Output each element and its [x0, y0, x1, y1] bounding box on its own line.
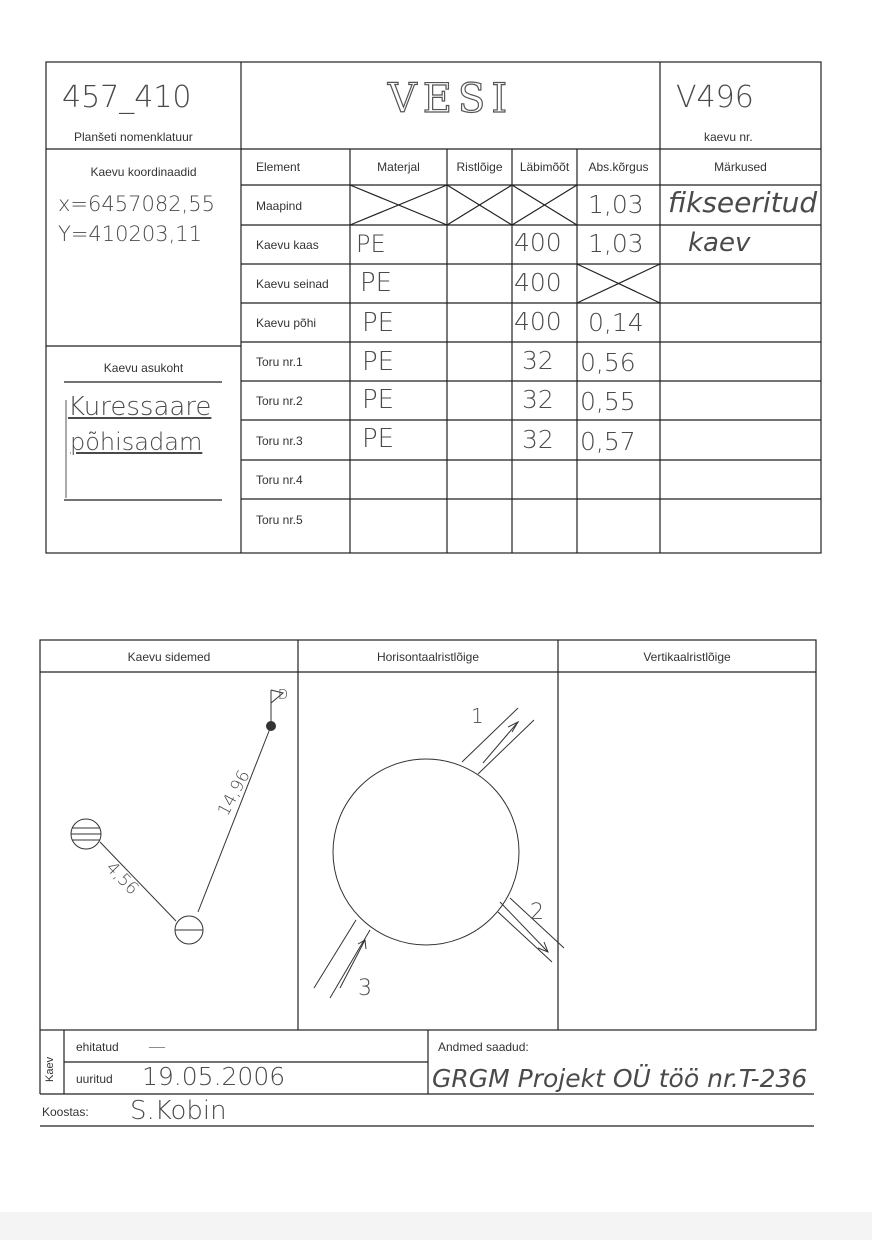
coordinate-x: x=6457082,55: [58, 192, 215, 216]
row-diameter: 32: [522, 385, 554, 414]
row-material: PE: [356, 230, 386, 258]
location-line-2: põhisadam: [70, 428, 203, 456]
row-material: PE: [362, 424, 395, 454]
sheet-number: 457_410: [62, 80, 192, 115]
surveyed-date: 19.05.2006: [142, 1062, 286, 1091]
well-number: V496: [676, 80, 754, 115]
location-label: Kaevu asukoht: [103, 361, 184, 375]
row-diameter: 32: [522, 346, 554, 375]
row-diameter: 400: [514, 228, 562, 257]
row-diameter: 32: [522, 425, 554, 454]
row-diameter: 400: [514, 268, 562, 297]
horizontal-section-diagram: [314, 708, 564, 998]
well-label: kaevu nr.: [704, 130, 753, 144]
row-element: Kaevu kaas: [256, 238, 319, 252]
row-note: fikseeritud: [668, 186, 818, 219]
compiled-label: Koostas:: [42, 1105, 89, 1119]
row-material: PE: [362, 308, 395, 338]
coordinates-label: Kaevu koordinaadid: [90, 165, 197, 179]
location-line-1: Kuressaare: [68, 392, 212, 422]
distance-label: 14,96: [214, 767, 255, 820]
row-element: Toru nr.5: [256, 513, 303, 527]
row-height: 0,56: [580, 348, 636, 377]
col-header-notes: Märkused: [714, 160, 767, 174]
coordinate-y: Y=410203,11: [58, 222, 202, 246]
col-header-element: Element: [256, 160, 301, 174]
pipe-label: 1: [471, 704, 484, 728]
row-material: PE: [362, 385, 395, 415]
row-height: 1,03: [588, 190, 644, 219]
row-element: Toru nr.4: [256, 473, 303, 487]
built-label: ehitatud: [76, 1040, 119, 1054]
ties-label: Kaevu sidemed: [127, 650, 211, 664]
row-element: Kaevu põhi: [256, 316, 317, 330]
distance-label: 4,56: [101, 858, 143, 900]
point-marker-icon: [266, 721, 276, 731]
col-header-material: Materjal: [377, 160, 420, 174]
row-element: Toru nr.3: [256, 434, 303, 448]
point-marker-label: D: [278, 688, 289, 703]
compiled-value: S.Kobin: [130, 1096, 227, 1126]
pipe-label: 3: [358, 976, 372, 1001]
page-title: VESI: [387, 76, 514, 122]
surveyed-label: uuritud: [76, 1072, 113, 1086]
col-header-diameter: Läbimõõt: [519, 160, 570, 174]
data-source-label: Andmed saadud:: [438, 1040, 529, 1054]
row-element: Toru nr.1: [256, 355, 303, 369]
row-height: 0,57: [580, 427, 636, 456]
row-material: PE: [362, 347, 395, 377]
row-note: kaev: [688, 228, 751, 258]
built-value: —: [148, 1036, 166, 1057]
side-label: Kaev: [44, 1056, 56, 1082]
ties-diagram: [71, 690, 283, 944]
row-height: 0,55: [580, 387, 636, 416]
col-header-cross: Ristlõige: [456, 160, 503, 174]
row-element: Maapind: [256, 199, 303, 213]
horizontal-section-label: Horisontaalristlõige: [376, 650, 480, 664]
data-source-value: GRGM Projekt OÜ töö nr.T-236: [432, 1064, 808, 1093]
row-height: 0,14: [588, 308, 644, 337]
row-diameter: 400: [514, 307, 562, 336]
row-material: PE: [360, 268, 393, 298]
row-element: Toru nr.2: [256, 394, 303, 408]
vertical-section-label: Vertikaalristlõige: [643, 650, 731, 664]
sheet-label: Planšeti nomenklatuur: [74, 130, 193, 144]
row-element: Kaevu seinad: [256, 277, 329, 291]
row-height: 1,03: [588, 229, 644, 258]
pipe-label: 2: [530, 900, 544, 925]
col-header-height: Abs.kõrgus: [588, 160, 649, 174]
